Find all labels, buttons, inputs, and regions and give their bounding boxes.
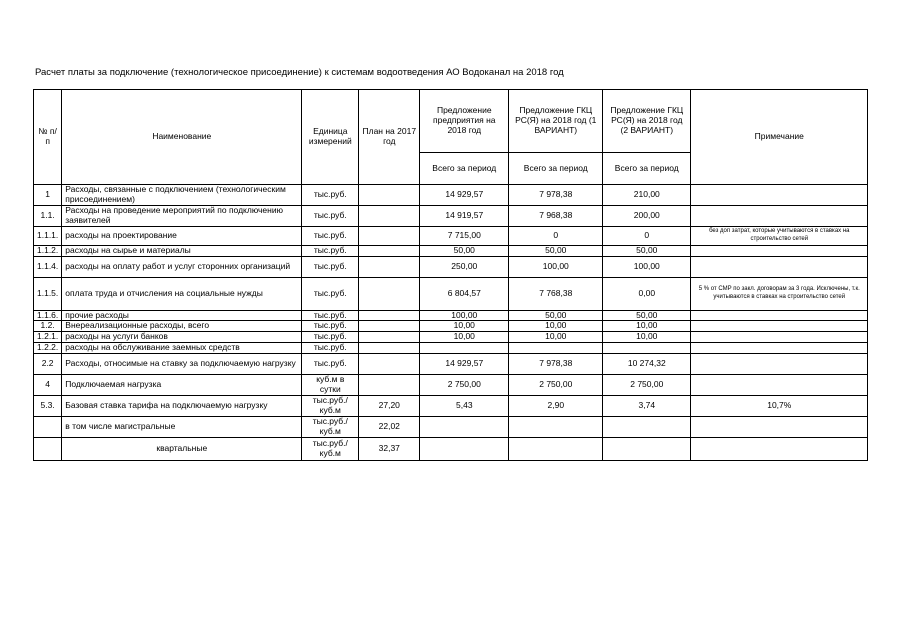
row-plan bbox=[359, 185, 420, 206]
table-row bbox=[34, 374, 868, 395]
row-note: 10,7% bbox=[691, 395, 868, 416]
row-gkc1: 0 bbox=[509, 226, 603, 245]
row-enterprise: 14 919,57 bbox=[420, 206, 509, 227]
row-gkc2: 0,00 bbox=[603, 277, 691, 310]
row-gkc1: 100,00 bbox=[509, 256, 603, 277]
tariff-table bbox=[33, 89, 868, 461]
table-row bbox=[34, 321, 868, 332]
row-gkc2: 10 274,32 bbox=[603, 353, 691, 374]
header-note: Примечание bbox=[691, 90, 868, 185]
row-enterprise: 6 804,57 bbox=[420, 277, 509, 310]
row-plan bbox=[359, 342, 420, 353]
row-note bbox=[691, 353, 868, 374]
row-num: 1.1.2. bbox=[34, 245, 62, 256]
row-gkc1: 7 968,38 bbox=[509, 206, 603, 227]
row-plan bbox=[359, 206, 420, 227]
row-gkc2: 0 bbox=[603, 226, 691, 245]
row-unit: тыс.руб./ куб.м bbox=[302, 416, 359, 437]
row-num: 1.1.6. bbox=[34, 310, 62, 321]
row-note: 5 % от СМР по закл. договорам за 3 года. Исключены, т.к. учитываются в ставках на строительство сетей bbox=[691, 277, 868, 310]
row-gkc2 bbox=[603, 437, 691, 460]
row-note bbox=[691, 256, 868, 277]
row-name: расходы на обслуживание заемных средств bbox=[62, 342, 302, 353]
row-gkc2: 50,00 bbox=[603, 245, 691, 256]
table-row bbox=[34, 437, 868, 460]
row-note bbox=[691, 321, 868, 332]
table-row bbox=[34, 395, 868, 416]
table-row bbox=[34, 353, 868, 374]
row-num: 1.2.1. bbox=[34, 332, 62, 343]
row-num: 1.1. bbox=[34, 206, 62, 227]
row-gkc2: 10,00 bbox=[603, 332, 691, 343]
row-name: расходы на оплату работ и услуг сторонних организаций bbox=[62, 256, 302, 277]
row-gkc1: 10,00 bbox=[509, 321, 603, 332]
row-unit: куб.м в сутки bbox=[302, 374, 359, 395]
table-row bbox=[34, 332, 868, 343]
row-note bbox=[691, 332, 868, 343]
row-plan bbox=[359, 321, 420, 332]
row-unit: тыс.руб. bbox=[302, 353, 359, 374]
row-note bbox=[691, 416, 868, 437]
header-plan-2017: План на 2017 год bbox=[359, 90, 420, 185]
row-unit: тыс.руб. bbox=[302, 332, 359, 343]
row-unit: тыс.руб. bbox=[302, 321, 359, 332]
row-num bbox=[34, 437, 62, 460]
row-name: расходы на сырье и материалы bbox=[62, 245, 302, 256]
row-enterprise: 50,00 bbox=[420, 245, 509, 256]
row-unit: тыс.руб. bbox=[302, 185, 359, 206]
row-num: 1.1.5. bbox=[34, 277, 62, 310]
row-gkc2: 10,00 bbox=[603, 321, 691, 332]
row-gkc2: 100,00 bbox=[603, 256, 691, 277]
row-plan: 22,02 bbox=[359, 416, 420, 437]
row-num: 5.3. bbox=[34, 395, 62, 416]
row-gkc1: 2 750,00 bbox=[509, 374, 603, 395]
header-gkc-variant-2: Предложение ГКЦ РС(Я) на 2018 год (2 ВАРИАНТ) bbox=[603, 90, 691, 153]
row-enterprise: 10,00 bbox=[420, 321, 509, 332]
row-plan: 32,37 bbox=[359, 437, 420, 460]
row-name: Расходы, относимые на ставку за подключаемую нагрузку bbox=[62, 353, 302, 374]
row-gkc1: 10,00 bbox=[509, 332, 603, 343]
row-plan bbox=[359, 353, 420, 374]
table-row bbox=[34, 226, 868, 245]
row-name: прочие расходы bbox=[62, 310, 302, 321]
row-name: Расходы на проведение мероприятий по подключению заявителей bbox=[62, 206, 302, 227]
row-gkc2: 2 750,00 bbox=[603, 374, 691, 395]
row-enterprise: 100,00 bbox=[420, 310, 509, 321]
row-note bbox=[691, 437, 868, 460]
row-gkc1: 7 978,38 bbox=[509, 185, 603, 206]
table-row bbox=[34, 342, 868, 353]
row-num: 1.1.4. bbox=[34, 256, 62, 277]
row-unit: тыс.руб. bbox=[302, 277, 359, 310]
row-enterprise: 250,00 bbox=[420, 256, 509, 277]
row-enterprise: 5,43 bbox=[420, 395, 509, 416]
row-enterprise bbox=[420, 342, 509, 353]
row-plan bbox=[359, 374, 420, 395]
row-gkc1: 7 768,38 bbox=[509, 277, 603, 310]
row-gkc2: 50,00 bbox=[603, 310, 691, 321]
row-gkc1: 50,00 bbox=[509, 310, 603, 321]
document-title: Расчет платы за подключение (технологическое присоединение) к системам водоотведения АО Водоканал на 2018 год bbox=[35, 67, 564, 78]
row-num: 2.2 bbox=[34, 353, 62, 374]
row-num bbox=[34, 416, 62, 437]
row-name: Базовая ставка тарифа на подключаемую нагрузку bbox=[62, 395, 302, 416]
table-row bbox=[34, 206, 868, 227]
row-enterprise: 7 715,00 bbox=[420, 226, 509, 245]
header-enterprise-proposal: Предложение предприятия на 2018 год bbox=[420, 90, 509, 153]
row-gkc2 bbox=[603, 416, 691, 437]
row-gkc2 bbox=[603, 342, 691, 353]
row-gkc2: 3,74 bbox=[603, 395, 691, 416]
row-unit: тыс.руб. bbox=[302, 226, 359, 245]
table-row bbox=[34, 310, 868, 321]
row-name: Подключаемая нагрузка bbox=[62, 374, 302, 395]
row-num: 1.1.1. bbox=[34, 226, 62, 245]
table-body bbox=[34, 185, 868, 461]
row-plan bbox=[359, 332, 420, 343]
row-name: Внереализационные расходы, всего bbox=[62, 321, 302, 332]
row-name: в том числе магистральные bbox=[62, 416, 302, 437]
table-row bbox=[34, 416, 868, 437]
table-row bbox=[34, 256, 868, 277]
table-row bbox=[34, 185, 868, 206]
row-note: без доп затрат, которые учитываются в ставках на строительство сетей bbox=[691, 226, 868, 245]
row-plan bbox=[359, 310, 420, 321]
row-note bbox=[691, 206, 868, 227]
row-num: 1.2. bbox=[34, 321, 62, 332]
row-gkc1 bbox=[509, 437, 603, 460]
row-plan: 27,20 bbox=[359, 395, 420, 416]
row-note bbox=[691, 245, 868, 256]
row-num: 1.2.2. bbox=[34, 342, 62, 353]
row-enterprise bbox=[420, 416, 509, 437]
row-unit: тыс.руб. bbox=[302, 245, 359, 256]
row-enterprise: 14 929,57 bbox=[420, 353, 509, 374]
row-name: расходы на проектирование bbox=[62, 226, 302, 245]
row-unit: тыс.руб./ куб.м bbox=[302, 395, 359, 416]
row-enterprise bbox=[420, 437, 509, 460]
row-gkc1 bbox=[509, 342, 603, 353]
row-gkc2: 200,00 bbox=[603, 206, 691, 227]
row-note bbox=[691, 374, 868, 395]
row-note bbox=[691, 342, 868, 353]
row-note bbox=[691, 310, 868, 321]
row-unit: тыс.руб. bbox=[302, 342, 359, 353]
row-gkc2: 210,00 bbox=[603, 185, 691, 206]
row-plan bbox=[359, 226, 420, 245]
row-gkc1: 2,90 bbox=[509, 395, 603, 416]
header-total-gkc1: Всего за период bbox=[509, 153, 603, 185]
header-gkc-variant-1: Предложение ГКЦ РС(Я) на 2018 год (1 ВАРИАНТ) bbox=[509, 90, 603, 153]
row-plan bbox=[359, 256, 420, 277]
header-unit: Единица измерений bbox=[302, 90, 359, 185]
header-total-enterprise: Всего за период bbox=[420, 153, 509, 185]
row-unit: тыс.руб. bbox=[302, 256, 359, 277]
row-note bbox=[691, 185, 868, 206]
table-row bbox=[34, 245, 868, 256]
row-unit: тыс.руб. bbox=[302, 206, 359, 227]
header-name: Наименование bbox=[62, 90, 302, 185]
row-num: 1 bbox=[34, 185, 62, 206]
row-name: расходы на услуги банков bbox=[62, 332, 302, 343]
header-num: № п/п bbox=[34, 90, 62, 185]
row-unit: тыс.руб./ куб.м bbox=[302, 437, 359, 460]
row-name: оплата труда и отчисления на социальные нужды bbox=[62, 277, 302, 310]
row-enterprise: 10,00 bbox=[420, 332, 509, 343]
row-plan bbox=[359, 277, 420, 310]
row-plan bbox=[359, 245, 420, 256]
row-name: квартальные bbox=[62, 437, 302, 460]
row-enterprise: 2 750,00 bbox=[420, 374, 509, 395]
row-name: Расходы, связанные с подключением (технологическим присоединением) bbox=[62, 185, 302, 206]
row-num: 4 bbox=[34, 374, 62, 395]
row-gkc1 bbox=[509, 416, 603, 437]
row-enterprise: 14 929,57 bbox=[420, 185, 509, 206]
row-gkc1: 50,00 bbox=[509, 245, 603, 256]
header-total-gkc2: Всего за период bbox=[603, 153, 691, 185]
row-unit: тыс.руб. bbox=[302, 310, 359, 321]
table-row bbox=[34, 277, 868, 310]
row-gkc1: 7 978,38 bbox=[509, 353, 603, 374]
